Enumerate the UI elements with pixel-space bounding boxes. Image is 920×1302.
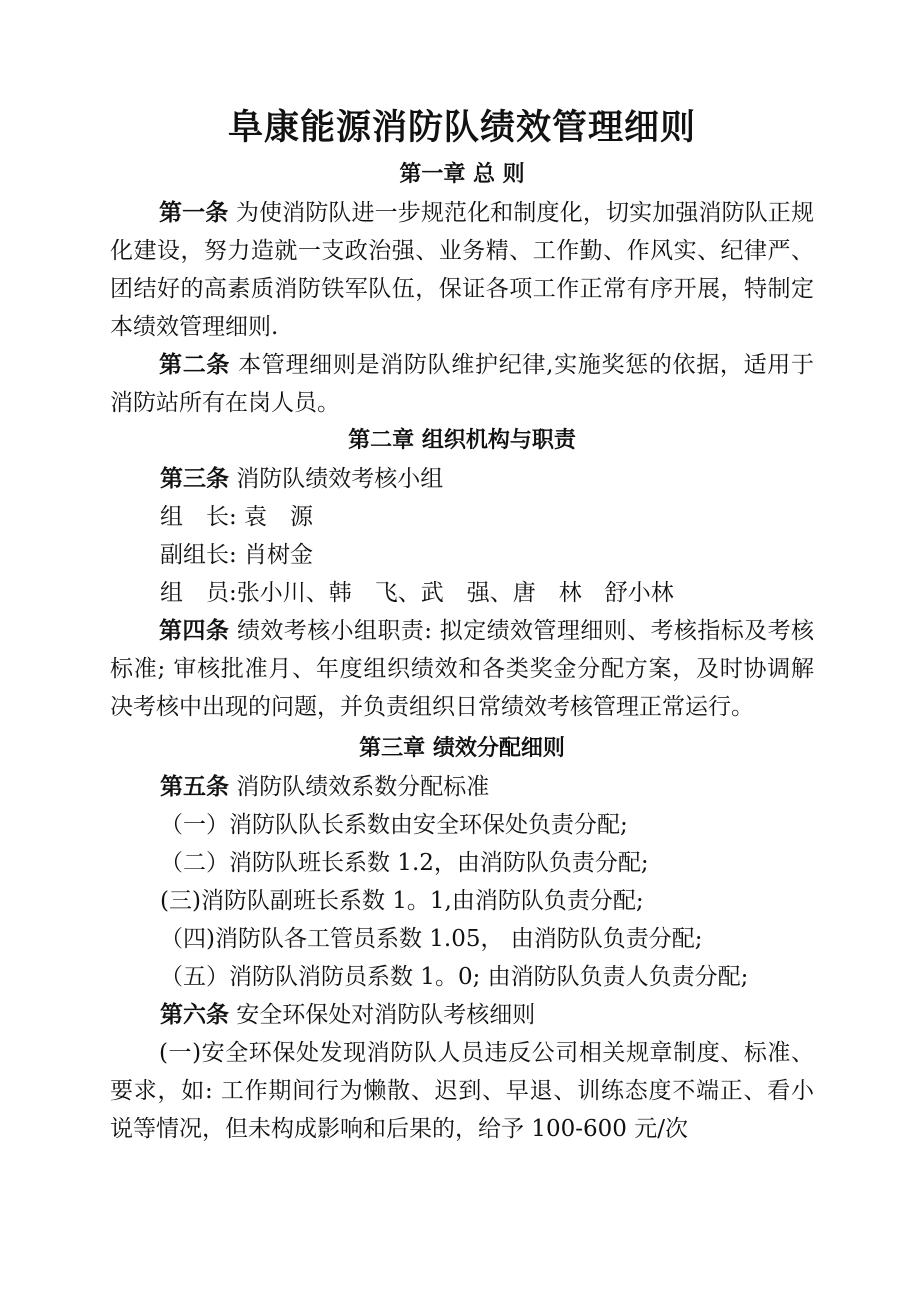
- article-6-head: 第六条: [160, 1002, 229, 1028]
- team-members: 组 员:张小川、韩 飞、武 强、唐 林 舒小林: [160, 580, 674, 606]
- article-1: [110, 194, 814, 346]
- article-5-head: 第五条: [160, 774, 229, 800]
- chapter-1-heading: 第一章 总 则: [399, 162, 525, 187]
- article-5-item-1: （一）消防队队长系数由安全环保处负责分配;: [160, 812, 628, 838]
- article-2-head: 第二条: [159, 352, 231, 378]
- article-5-text: 消防队绩效系数分配标准: [229, 774, 490, 800]
- article-1-head: 第一条: [159, 200, 229, 226]
- article-5-item-2: （二）消防队班长系数 1.2，由消防队负责分配;: [160, 850, 649, 876]
- article-5-item-5: （五）消防队消防员系数 1。0; 由消防队负责人负责分配;: [160, 964, 749, 990]
- article-3: [110, 460, 814, 498]
- article-2-text: 本管理细则是消防队维护纪律,实施奖惩的依据，适用于消防站所有在岗人员。: [110, 352, 814, 416]
- article-3-text: 消防队绩效考核小组: [229, 466, 444, 492]
- document-title: 阜康能源消防队绩效管理细则: [227, 108, 696, 148]
- document-page: [110, 100, 814, 1148]
- article-3-head: 第三条: [160, 466, 229, 492]
- article-5: [110, 768, 814, 806]
- article-2: [110, 346, 814, 422]
- team-leader: 组 长: 袁 源: [160, 504, 314, 530]
- article-6-item-1: (一)安全环保处发现消防队人员违反公司相关规章制度、标准、要求，如: 工作期间行为懒散、迟到、早退、训练态度不端正、看小说等情况，但未构成影响和后果的，给予 100-600 元/次: [110, 1040, 814, 1142]
- article-4: [110, 612, 814, 726]
- article-5-item-4: （四)消防队各工管员系数 1.05， 由消防队负责分配;: [160, 926, 703, 952]
- chapter-3-heading: 第三章 绩效分配细则: [359, 736, 565, 761]
- article-6: [110, 996, 814, 1034]
- article-4-text: 绩效考核小组职责: 拟定绩效管理细则、考核指标及考核标准; 审核批准月、年度组织绩效和各类奖金分配方案，及时协调解决考核中出现的问题，并负责组织日常绩效考核管理正常运行。: [110, 618, 815, 720]
- article-4-head: 第四条: [159, 618, 230, 644]
- team-deputy: 副组长: 肖树金: [160, 542, 314, 568]
- article-6-text: 安全环保处对消防队考核细则: [229, 1002, 536, 1028]
- chapter-2-heading: 第二章 组织机构与职责: [348, 428, 576, 453]
- article-1-text: 为使消防队进一步规范化和制度化，切实加强消防队正规化建设，努力造就一支政治强、业务精、工作勤、作风实、纪律严、团结好的高素质消防铁军队伍，保证各项工作正常有序开展，特制定本绩效管理细则.: [110, 200, 815, 340]
- article-5-item-3: (三)消防队副班长系数 1。1,由消防队负责分配;: [160, 888, 644, 914]
